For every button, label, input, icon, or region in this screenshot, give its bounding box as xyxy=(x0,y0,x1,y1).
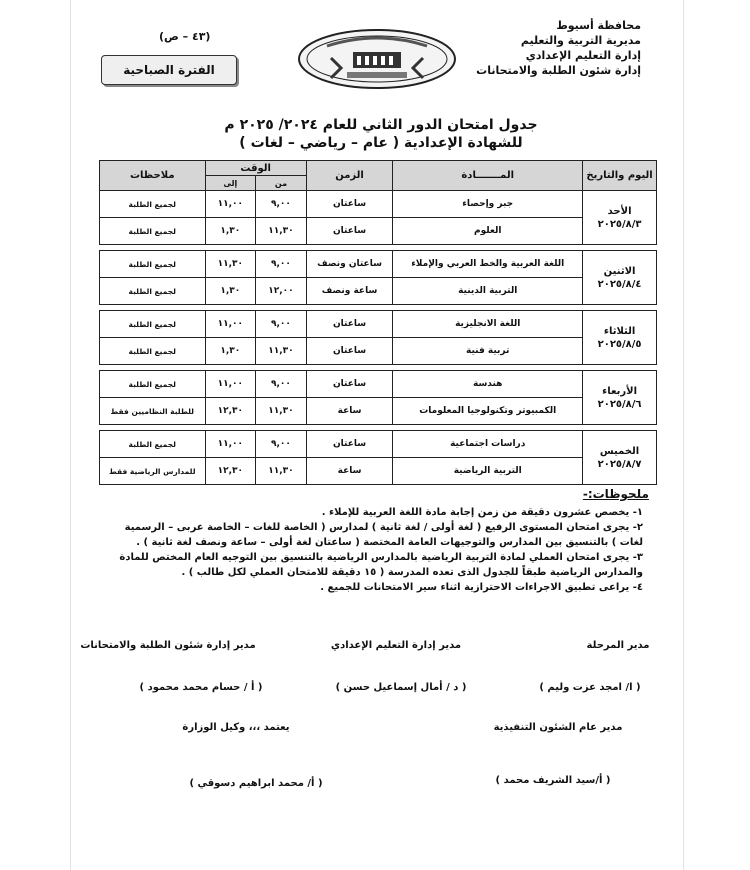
day-date-cell xyxy=(583,311,657,365)
time-to-cell: ١١,٣٠ xyxy=(205,251,256,278)
duration-cell: ساعة ونصف xyxy=(306,278,393,305)
signature-title: مدير إدارة شئون الطلبة والامتحانات xyxy=(80,640,256,651)
time-from-cell: ١١,٣٠ xyxy=(256,338,307,365)
table-row xyxy=(100,191,657,218)
table-row xyxy=(100,311,657,338)
subject-cell: دراسات اجتماعية xyxy=(393,431,583,458)
signature-name: ( د / أمال إسماعيل حسن ) xyxy=(335,682,467,693)
schedule-subtitle: للشهادة الإعدادية ( عام – رياضي – لغات ) xyxy=(239,135,523,151)
schedule-titles xyxy=(171,116,591,152)
note-cell: لجميع الطلبة xyxy=(100,251,206,278)
duration-cell: ساعتان xyxy=(306,218,393,245)
note-cell: لجميع الطلبة xyxy=(100,431,206,458)
signature-title: يعتمد ،،، وكيل الوزارة xyxy=(182,722,290,733)
subject-cell: هندسة xyxy=(393,371,583,398)
note-item: ٤- يراعى تطبيق الاجراءات الاحترازية اثناء سير الامتحانات للجميع . xyxy=(320,582,643,593)
time-to-cell: ١١,٠٠ xyxy=(205,431,256,458)
period-box xyxy=(101,55,237,85)
day-name: الأحد xyxy=(607,205,632,217)
notes-heading: ملحوظات:- xyxy=(582,487,649,501)
subject-cell: اللغة العربية والخط العربي والإملاء xyxy=(393,251,583,278)
day-date-cell xyxy=(583,191,657,245)
note-cell: لجميع الطلبة xyxy=(100,218,206,245)
exam-date: ٢٠٢٥/٨/٦ xyxy=(597,398,642,410)
time-to-cell: ١,٣٠ xyxy=(205,218,256,245)
period-label: الفترة الصباحية xyxy=(123,63,215,77)
time-from-cell: ١١,٣٠ xyxy=(256,398,307,425)
signature-title: مدير عام الشئون التنفيذية xyxy=(493,722,623,733)
exam-date: ٢٠٢٥/٨/٧ xyxy=(597,458,642,470)
note-cell: لجميع الطلبة xyxy=(100,191,206,218)
time-from-cell: ٩,٠٠ xyxy=(256,251,307,278)
time-from-cell: ١١,٣٠ xyxy=(256,458,307,485)
note-item: ١- يخصص عشرون دقيقة من زمن إجابة مادة اللغة العربية للإملاء . xyxy=(321,507,643,518)
schedule-title: جدول امتحان الدور الثاني للعام ٢٠٢٤/ ٢٠٢٥ م xyxy=(224,117,538,133)
time-to-cell: ١١,٠٠ xyxy=(205,311,256,338)
header-from: من xyxy=(256,176,307,191)
signature-title: مدير المرحلة xyxy=(586,640,650,651)
authority-line: مديرية التربية والتعليم xyxy=(520,34,641,47)
table-row xyxy=(100,371,657,398)
note-cell: لجميع الطلبة xyxy=(100,371,206,398)
notes-list xyxy=(103,505,643,595)
day-name: الاثنين xyxy=(603,265,636,277)
subject-cell: العلوم xyxy=(393,218,583,245)
table-row xyxy=(100,398,657,425)
table-row xyxy=(100,338,657,365)
header-subject: المـــــــادة xyxy=(393,161,583,191)
note-cell: لجميع الطلبة xyxy=(100,338,206,365)
duration-cell: ساعتان xyxy=(306,371,393,398)
note-cell: للمدارس الرياضية فقط xyxy=(100,458,206,485)
exam-date: ٢٠٢٥/٨/٣ xyxy=(597,218,642,230)
duration-cell: ساعة xyxy=(306,458,393,485)
time-from-cell: ٩,٠٠ xyxy=(256,191,307,218)
subject-cell: التربية الرياضية xyxy=(393,458,583,485)
signature-name: ( أ/سيد الشريف محمد ) xyxy=(495,775,611,786)
day-name: الخميس xyxy=(599,445,640,457)
note-cell: لجميع الطلبة xyxy=(100,311,206,338)
table-row xyxy=(100,458,657,485)
authority-header xyxy=(431,18,641,78)
signature-name: ( أ / حسام محمد محمود ) xyxy=(139,682,263,693)
table-row xyxy=(100,431,657,458)
day-date-cell xyxy=(583,371,657,425)
authority-line: إدارة شئون الطلبة والامتحانات xyxy=(476,64,641,77)
document-page xyxy=(70,0,684,870)
note-cell: لجميع الطلبة xyxy=(100,278,206,305)
exam-date: ٢٠٢٥/٨/٤ xyxy=(597,278,642,290)
day-date-cell xyxy=(583,431,657,485)
time-from-cell: ٩,٠٠ xyxy=(256,431,307,458)
duration-cell: ساعتان xyxy=(306,431,393,458)
header-duration: الزمن xyxy=(306,161,393,191)
day-name: الأربعاء xyxy=(602,385,638,397)
logo-emblem-icon xyxy=(297,28,457,90)
schedule-body xyxy=(100,191,657,485)
authority-line: محافظة أسيوط xyxy=(556,19,641,32)
form-code: (٤٣ – ص) xyxy=(159,30,211,43)
subject-cell: التربية الدينية xyxy=(393,278,583,305)
day-name: الثلاثاء xyxy=(603,325,636,337)
table-row xyxy=(100,251,657,278)
time-from-cell: ٩,٠٠ xyxy=(256,371,307,398)
header-notes: ملاحظات xyxy=(100,161,206,191)
time-to-cell: ١١,٠٠ xyxy=(205,371,256,398)
time-to-cell: ١٢,٣٠ xyxy=(205,458,256,485)
time-to-cell: ١١,٠٠ xyxy=(205,191,256,218)
day-date-cell xyxy=(583,251,657,305)
subject-cell: الكمبيوتر وتكنولوجيا المعلومات xyxy=(393,398,583,425)
duration-cell: ساعتان xyxy=(306,191,393,218)
signature-name: ( ا/ امجد عزت وليم ) xyxy=(539,682,641,693)
exam-date: ٢٠٢٥/٨/٥ xyxy=(597,338,642,350)
duration-cell: ساعتان xyxy=(306,311,393,338)
time-from-cell: ١١,٣٠ xyxy=(256,218,307,245)
note-cell: للطلبة النظاميين فقط xyxy=(100,398,206,425)
duration-cell: ساعة xyxy=(306,398,393,425)
authority-line: إدارة التعليم الإعدادي xyxy=(525,49,641,62)
header-to: إلى xyxy=(205,176,256,191)
note-item: ٢- يجرى امتحان المستوى الرفيع ( لغة أولى / لغة ثانية ) لمدارس ( الخاصة للغات – الخاصة عربى – الرسمية لغات ) بالتنسيق بين المدارس والتوجيهات العامة المختصة ( ساعتان لغة أولى – ساعة ونصف لغة ثانية ) . xyxy=(124,522,643,548)
subject-cell: جبر وإحصاء xyxy=(393,191,583,218)
note-item: ٣- يجرى امتحان العملي لمادة التربية الرياضية بالمدارس الرياضية بالتنسيق بين التوجيه العام المختص للمادة والمدارس الرياضية طبقاً للجدول الذى تعده المدرسة ( ١٥ دقيقة للامتحان العملي لكل طالب ) . xyxy=(119,552,643,578)
time-to-cell: ١٢,٣٠ xyxy=(205,398,256,425)
subject-cell: اللغة الانجليزية xyxy=(393,311,583,338)
subject-cell: تربية فنية xyxy=(393,338,583,365)
header-day-date: اليوم والتاريخ xyxy=(583,161,657,191)
time-from-cell: ٩,٠٠ xyxy=(256,311,307,338)
time-to-cell: ١,٣٠ xyxy=(205,278,256,305)
table-row xyxy=(100,218,657,245)
header-time: الوقت xyxy=(205,161,306,176)
signature-title: مدير إدارة التعليم الإعدادي xyxy=(330,640,462,651)
table-row xyxy=(100,278,657,305)
exam-schedule-table xyxy=(99,160,657,485)
time-from-cell: ١٢,٠٠ xyxy=(256,278,307,305)
time-to-cell: ١,٣٠ xyxy=(205,338,256,365)
signature-name: ( أ/ محمد ابراهيم دسوقي ) xyxy=(189,778,323,789)
duration-cell: ساعتان xyxy=(306,338,393,365)
ministry-logo xyxy=(297,28,457,90)
duration-cell: ساعتان ونصف xyxy=(306,251,393,278)
